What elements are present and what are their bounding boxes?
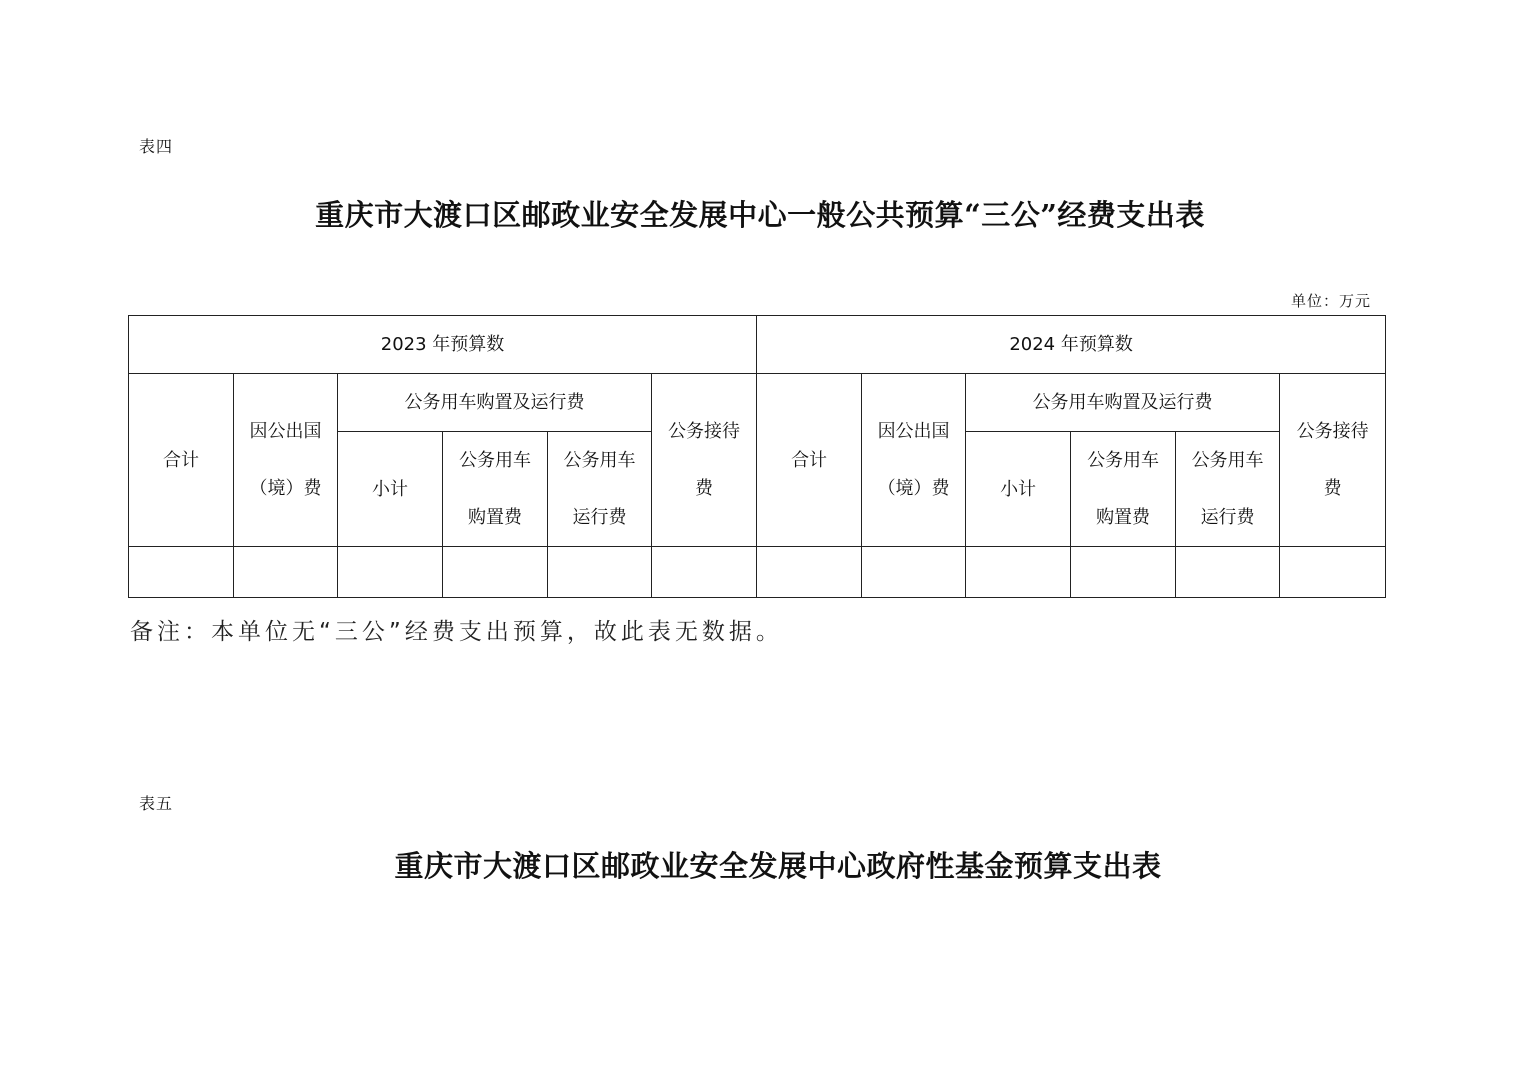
table-cell	[1280, 547, 1386, 598]
table-cell	[443, 547, 548, 598]
table-cell	[862, 547, 966, 598]
header-2024-total: 合计	[757, 374, 862, 547]
header-2024-subtotal: 小计	[966, 432, 1071, 547]
header-2024-abroad: 因公出国 （境）费	[862, 374, 966, 547]
header-2023-reception: 公务接待 费	[652, 374, 757, 547]
header-2024-purchase: 公务用车 购置费	[1071, 432, 1176, 547]
table-cell	[1071, 547, 1176, 598]
table-cell	[757, 547, 862, 598]
header-2023-abroad: 因公出国 （境）费	[234, 374, 338, 547]
table5-title: 重庆市大渡口区邮政业安全发展中心政府性基金预算支出表	[394, 849, 1162, 883]
unit-label: 单位：万元	[1291, 292, 1372, 310]
table4-note: 备注：本单位无“三公”经费支出预算，故此表无数据。	[130, 619, 783, 645]
header-2023-operation: 公务用车 运行费	[548, 432, 652, 547]
table5-label: 表五	[139, 794, 174, 813]
three-public-expenses-table	[128, 315, 1386, 598]
table-row	[129, 547, 1386, 598]
table-cell	[234, 547, 338, 598]
header-row-years	[129, 316, 1386, 374]
header-row-categories	[129, 374, 1386, 432]
table-cell	[652, 547, 757, 598]
header-2023-total: 合计	[129, 374, 234, 547]
table-cell	[548, 547, 652, 598]
table-cell	[129, 547, 234, 598]
header-2024-vehicle: 公务用车购置及运行费	[966, 374, 1280, 432]
header-2024-reception: 公务接待 费	[1280, 374, 1386, 547]
table-cell	[1176, 547, 1280, 598]
header-2023-subtotal: 小计	[338, 432, 443, 547]
header-2023-purchase: 公务用车 购置费	[443, 432, 548, 547]
header-2024: 2024 年预算数	[757, 316, 1386, 374]
header-2023: 2023 年预算数	[129, 316, 757, 374]
table4-title: 重庆市大渡口区邮政业安全发展中心一般公共预算“三公”经费支出表	[315, 198, 1205, 232]
header-2023-vehicle: 公务用车购置及运行费	[338, 374, 652, 432]
table-cell	[338, 547, 443, 598]
header-2024-operation: 公务用车 运行费	[1176, 432, 1280, 547]
table4-label: 表四	[139, 137, 174, 156]
table-cell	[966, 547, 1071, 598]
